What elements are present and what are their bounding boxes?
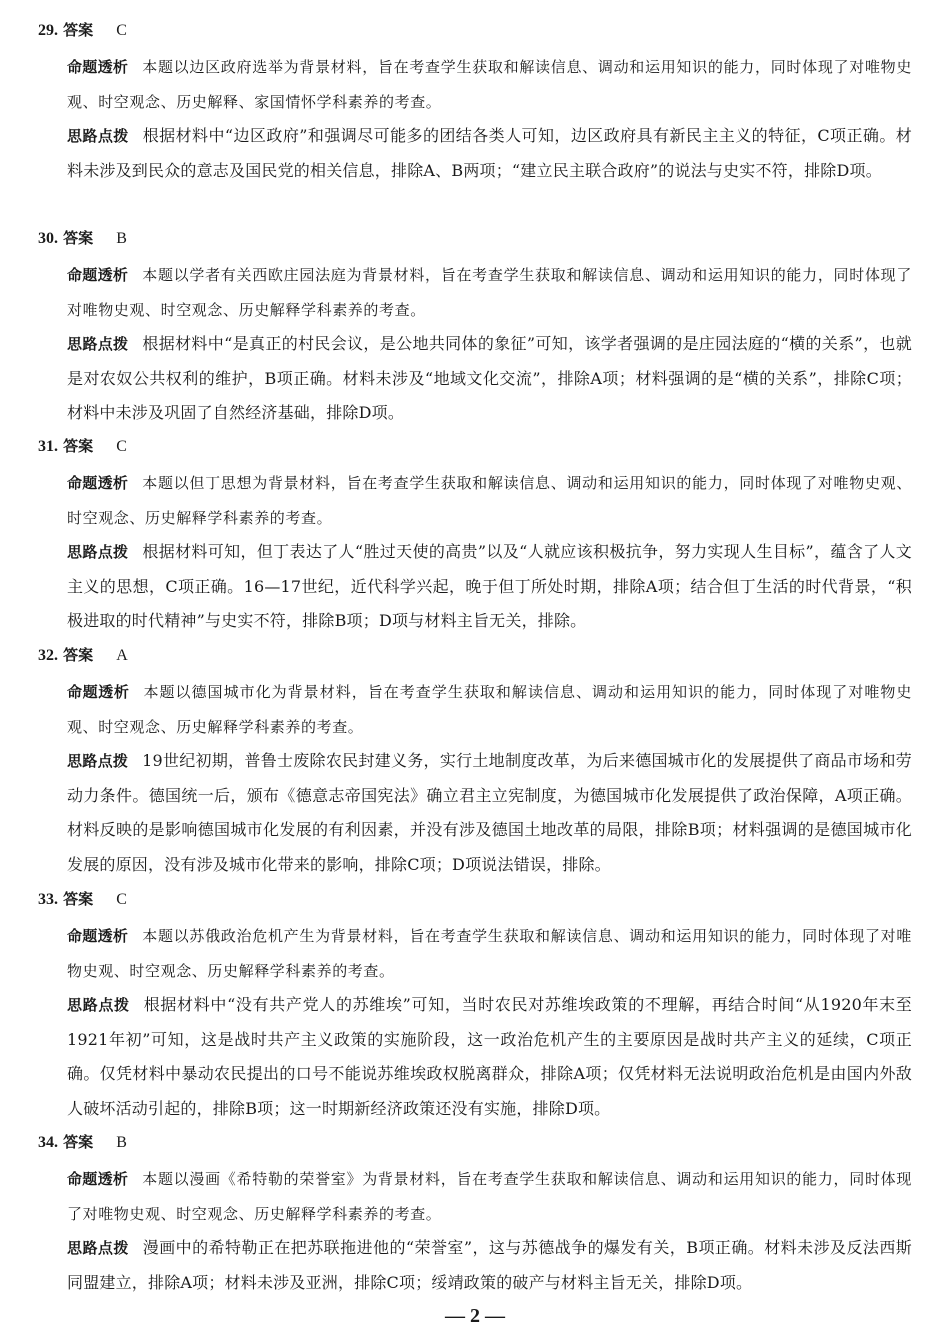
- analysis-text: 本题以但丁思想为背景材料，旨在考查学生获取和解读信息、调动和运用知识的能力，同时体现了对唯物史观、时空观念、历史解释学科素养的考查。: [67, 474, 912, 527]
- hint-paragraph: [67, 535, 912, 639]
- hint-paragraph: [67, 1231, 912, 1300]
- question-number: 33.: [38, 891, 58, 908]
- question-number: 32.: [38, 647, 58, 664]
- analysis-label: 命题透析: [67, 1170, 129, 1188]
- answer-value: B: [116, 1134, 127, 1151]
- answer-label: 答案: [63, 646, 94, 664]
- analysis-text: 本题以德国城市化为背景材料，旨在考查学生获取和解读信息、调动和运用知识的能力，同时体现了对唯物史观、时空观念、历史解释学科素养的考查。: [67, 683, 912, 736]
- analysis-label: 命题透析: [67, 683, 130, 701]
- answer-value: C: [116, 22, 127, 39]
- hint-text: 根据材料中“没有共产党人的苏维埃”可知，当时农民对苏维埃政策的不理解，再结合时间“从1920年末至1921年初”可知，这是战时共产主义政策的实施阶段，这一政治危机产生的主要原因是战时共产主义的延续，C项正确。仅凭材料中暴动农民提出的口号不能说苏维埃政权脱离群众，排除A项；仅凭材料无法说明政治危机是由国内外敌人破坏活动引起的，排除B项；这一时期新经济政策还没有实施，排除D项。: [67, 995, 912, 1118]
- hint-label: 思路点拨: [67, 996, 130, 1014]
- answer-value: B: [116, 230, 127, 247]
- answer-value: C: [116, 891, 127, 908]
- hint-text: 根据材料可知，但丁表达了人“胜过天使的高贵”以及“人就应该积极抗争，努力实现人生目标”，蕴含了人文主义的思想，C项正确。16—17世纪，近代科学兴起，晚于但丁所处时期，排除A项；结合但丁生活的时代背景，“积极进取的时代精神”与史实不符，排除B项；D项与材料主旨无关，排除。: [67, 542, 912, 630]
- analysis-paragraph: [67, 1162, 912, 1231]
- hint-text: 漫画中的希特勒正在把苏联拖进他的“荣誉室”，这与苏德战争的爆发有关，B项正确。材料未涉及反法西斯同盟建立，排除A项；材料未涉及亚洲，排除C项；绥靖政策的破产与材料主旨无关，排除D项。: [67, 1238, 912, 1292]
- answer-line: [38, 645, 128, 666]
- analysis-label: 命题透析: [67, 474, 129, 492]
- answer-label: 答案: [63, 229, 94, 247]
- hint-label: 思路点拨: [67, 543, 129, 561]
- hint-text: 根据材料中“边区政府”和强调尽可能多的团结各类人可知，边区政府具有新民主主义的特征，C项正确。材料未涉及到民众的意志及国民党的相关信息，排除A、B两项；“建立民主联合政府”的说法与史实不符，排除D项。: [67, 126, 912, 180]
- analysis-label: 命题透析: [67, 58, 129, 76]
- hint-text: 19世纪初期，普鲁士废除农民封建义务，实行土地制度改革，为后来德国城市化的发展提供了商品市场和劳动力条件。德国统一后，颁布《德意志帝国宪法》确立君主立宪制度，为德国城市化发展提供了政治保障，A项正确。材料反映的是影响德国城市化发展的有利因素，并没有涉及德国土地改革的局限，排除B项；材料强调的是德国城市化发展的原因，没有涉及城市化带来的影响，排除C项；D项说法错误，排除。: [67, 751, 912, 874]
- page-number: — 2 —: [445, 1305, 505, 1327]
- answer-line: [38, 228, 127, 249]
- question-number: 34.: [38, 1134, 58, 1151]
- analysis-paragraph: [67, 50, 912, 119]
- answer-label: 答案: [63, 437, 94, 455]
- analysis-paragraph: [67, 466, 912, 535]
- hint-paragraph: [67, 327, 912, 431]
- answer-value: C: [116, 438, 127, 455]
- hint-paragraph: [67, 988, 912, 1126]
- answer-line: [38, 889, 127, 910]
- hint-label: 思路点拨: [67, 752, 129, 770]
- answer-line: [38, 20, 127, 41]
- analysis-label: 命题透析: [67, 266, 129, 284]
- hint-paragraph: [67, 119, 912, 188]
- hint-label: 思路点拨: [67, 1239, 129, 1257]
- analysis-paragraph: [67, 919, 912, 988]
- answer-line: [38, 436, 127, 457]
- answer-line: [38, 1132, 127, 1153]
- answer-value: A: [116, 647, 128, 664]
- analysis-text: 本题以苏俄政治危机产生为背景材料，旨在考查学生获取和解读信息、调动和运用知识的能力，同时体现了对唯物史观、时空观念、历史解释学科素养的考查。: [67, 927, 912, 980]
- question-number: 29.: [38, 22, 58, 39]
- hint-label: 思路点拨: [67, 335, 129, 353]
- analysis-paragraph: [67, 258, 912, 327]
- analysis-text: 本题以学者有关西欧庄园法庭为背景材料，旨在考查学生获取和解读信息、调动和运用知识的能力，同时体现了对唯物史观、时空观念、历史解释学科素养的考查。: [67, 266, 912, 319]
- answer-label: 答案: [63, 21, 94, 39]
- hint-text: 根据材料中“是真正的村民会议，是公地共同体的象征”可知，该学者强调的是庄园法庭的“横的关系”，也就是对农奴公共权利的维护，B项正确。材料未涉及“地域文化交流”，排除A项；材料强调的是“横的关系”，排除C项；材料中未涉及巩固了自然经济基础，排除D项。: [67, 334, 912, 422]
- analysis-label: 命题透析: [67, 927, 129, 945]
- hint-paragraph: [67, 744, 912, 882]
- analysis-text: 本题以漫画《希特勒的荣誉室》为背景材料，旨在考查学生获取和解读信息、调动和运用知识的能力，同时体现了对唯物史观、时空观念、历史解释学科素养的考查。: [67, 1170, 912, 1223]
- analysis-text: 本题以边区政府选举为背景材料，旨在考查学生获取和解读信息、调动和运用知识的能力，同时体现了对唯物史观、时空观念、历史解释、家国情怀学科素养的考查。: [67, 58, 912, 111]
- answer-label: 答案: [63, 1133, 94, 1151]
- hint-label: 思路点拨: [67, 127, 129, 145]
- question-number: 31.: [38, 438, 58, 455]
- question-number: 30.: [38, 230, 58, 247]
- answer-label: 答案: [63, 890, 94, 908]
- analysis-paragraph: [67, 675, 912, 744]
